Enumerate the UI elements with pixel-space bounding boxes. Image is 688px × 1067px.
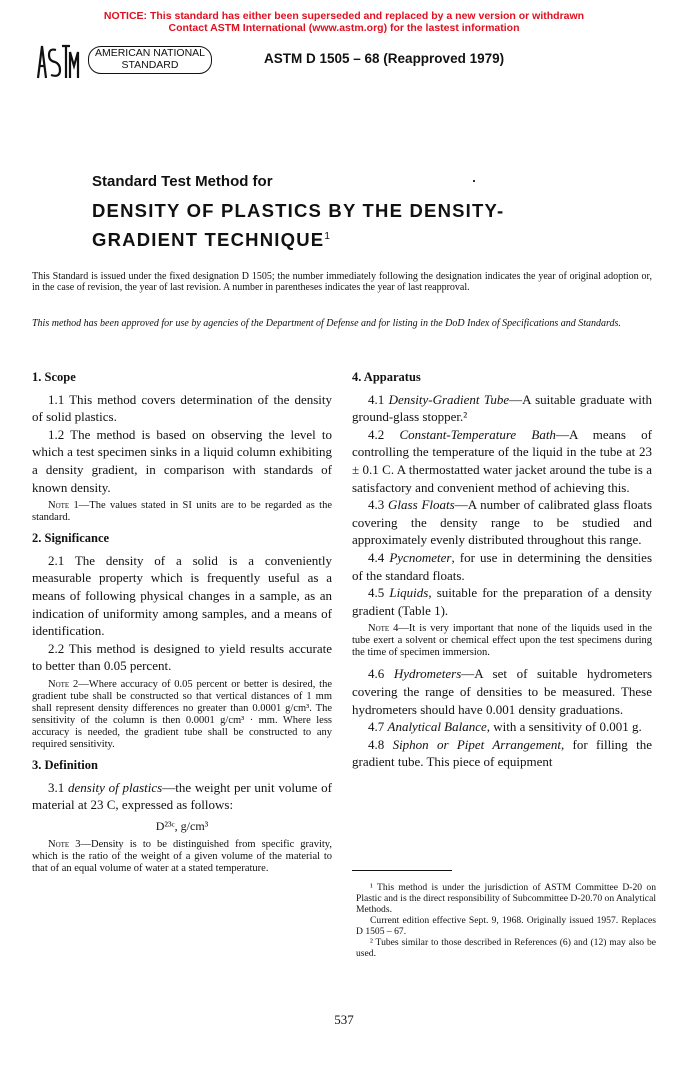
title-line-2 [92, 224, 592, 253]
para-4-1-text: —A suitable graduate with ground-glass stopper.² [352, 391, 653, 425]
section-significance-heading: 2. Significance [32, 531, 110, 546]
section-apparatus-heading: 4. Apparatus [352, 370, 421, 384]
stray-mark [473, 180, 475, 182]
title-footnote-ref: 1 [324, 231, 330, 242]
para-4-4-text: , for use in determining the densities of the standard floats. [352, 549, 653, 583]
footnote-divider [352, 870, 452, 871]
para-4-3-term: Glass Floats [388, 497, 455, 513]
note-3-text: —Density is to be distinguished from specific gravity, which is the ratio of the weight of a given volume of the material to that of an equal volume of water at a stated temperature. [32, 839, 332, 875]
note-4-text: —It is very important that none of the liquids used in the tube exert a solvent or chemical effect upon the test specimens during the time of specimen immersion. [352, 623, 652, 659]
astm-logo-icon [34, 42, 80, 82]
footnotes [356, 882, 656, 959]
para-4-4-num: 4.4 [368, 549, 385, 565]
para-4-8-text: , for filling the gradient tube. This piece of equipment [352, 736, 652, 770]
page-number: 537 [334, 1012, 354, 1027]
notice-banner [0, 10, 688, 34]
para-4-6-term: Hydrometers [393, 666, 462, 682]
para-1-2: 1.2 The method is based on observing the level to which a test specimen sinks in a liquid column exhibiting a density gradient, in comparison with standards of known density. [32, 426, 332, 495]
para-4-7-num: 4.7 [368, 719, 385, 735]
note-2-text: —Where accuracy of 0.05 percent or better is desired, the gradient tube shall be constructed so that vertical distances of 1 mm shall represent density differences no greater than 0.0001 g/cm³. The sensitivity of the column is then 0.0001 g/cm³ · mm. Where less accuracy is needed, the gradient tube shall be constructed to any required sensitivity. [32, 678, 332, 750]
para-4-5-term: Liquids [389, 585, 429, 601]
para-4-6 [352, 665, 652, 718]
note-4 [352, 623, 652, 659]
right-column [352, 368, 652, 771]
para-4-1-term: Density-Gradient Tube [388, 391, 510, 407]
standard-kind: Standard Test Method for [92, 173, 273, 190]
para-2-1: 2.1 The density of a solid is a conveniently measurable property which is frequently useful as a means of following physical changes in a sample, as an indication of uniformity among samples, and a means of identification. [32, 552, 332, 639]
title-line-1: DENSITY OF PLASTICS BY THE DENSITY- [92, 200, 505, 221]
left-column [32, 368, 332, 881]
para-3-1-term: density of plastics [68, 779, 163, 795]
notice-line-2: Contact ASTM International (www.astm.org) for the lastest information [168, 22, 520, 34]
ansi-line-1: AMERICAN NATIONAL [94, 47, 206, 59]
footnote-2: ² Tubes similar to those described in References (6) and (12) may also be used. [356, 937, 656, 959]
para-4-6-text: —A set of suitable hydrometers covering the range of densities to be measured. These hydrometers should have 0.001 density graduations. [352, 666, 653, 717]
page-title [92, 198, 592, 253]
para-4-6-num: 4.6 [368, 666, 385, 682]
section-scope-heading: 1. Scope [32, 370, 76, 384]
ansi-line-2: STANDARD [121, 59, 179, 71]
para-1-1: 1.1 This method covers determination of the density of solid plastics. [32, 391, 332, 425]
para-4-7-text: , with a sensitivity of 0.001 g. [486, 719, 642, 735]
para-4-8 [352, 736, 652, 771]
para-4-2-term: Constant-Temperature Bath [399, 426, 556, 442]
para-3-1-num: 3.1 [48, 779, 65, 795]
designation: ASTM D 1505 – 68 (Reapproved 1979) [264, 51, 505, 66]
issue-statement: This Standard is issued under the fixed designation D 1505; the number immediately following the designation indicates the year of original adoption or, in the case of revision, the year of last revision. A number in parentheses indicates the year of last reapproval. [32, 271, 652, 293]
para-4-2-text: —A means of controlling the temperature of the liquid in the tube at 23 ± 0.1 C. A thermostatted water jacket around the tube is a satisfactory and convenient method of achieving this. [352, 426, 652, 495]
note-2 [32, 679, 332, 751]
para-4-5-num: 4.5 [368, 585, 385, 601]
section-definition-heading: 3. Definition [32, 757, 98, 772]
para-3-1-text: —the weight per unit volume of material at 23 C, expressed as follows: [32, 779, 332, 813]
approval-statement: This method has been approved for use by agencies of the Department of Defense and for listing in the DoD Index of Specifications and Standards. [32, 318, 621, 329]
density-formula: D²³ᶜ, g/cm³ [155, 818, 209, 833]
para-4-4-term: Pycnometer [389, 549, 452, 565]
footnote-1b: Current edition effective Sept. 9, 1968. Originally issued 1957. Replaces D 1505 – 67. [356, 915, 656, 937]
para-4-4 [352, 549, 652, 584]
para-4-7 [352, 718, 652, 736]
note-3-label: Note 3 [48, 839, 81, 851]
notice-line-1: NOTICE: This standard has either been superseded and replaced by a new version or withdrawn [103, 10, 585, 22]
note-2-label: Note 2 [48, 678, 79, 690]
note-1-label: Note 1 [48, 500, 79, 512]
title-line-2-text: GRADIENT TECHNIQUE [92, 229, 325, 251]
para-4-5 [352, 584, 652, 619]
footnote-1: ¹ This method is under the jurisdiction of ASTM Committee D-20 on Plastic and is the direct responsibility of Subcommittee D-20.70 on Analytical Methods. [356, 882, 656, 915]
para-4-1 [352, 391, 652, 426]
para-4-2 [352, 426, 652, 496]
note-3 [32, 839, 332, 875]
para-4-5-text: , suitable for the preparation of a density gradient (Table 1). [352, 585, 653, 618]
para-4-3-text: —A number of calibrated glass floats covering the density range to be studied and approximately evenly distributed throughout this range. [352, 497, 652, 548]
para-4-3-num: 4.3 [368, 497, 385, 513]
para-2-2: 2.2 This method is designed to yield results accurate to better than 0.05 percent. [32, 640, 332, 674]
note-1-text: —The values stated in SI units are to be regarded as the standard. [32, 500, 332, 524]
note-4-label: Note 4 [368, 623, 399, 635]
para-4-8-term: Siphon or Pipet Arrangement [392, 736, 561, 752]
para-4-7-term: Analytical Balance [387, 719, 487, 735]
para-4-2-num: 4.2 [368, 426, 385, 442]
para-4-8-num: 4.8 [368, 736, 385, 752]
para-4-3 [352, 496, 652, 549]
ansi-badge [88, 46, 212, 74]
para-4-1-num: 4.1 [368, 391, 385, 407]
para-3-1 [32, 779, 332, 814]
note-1 [32, 500, 332, 524]
